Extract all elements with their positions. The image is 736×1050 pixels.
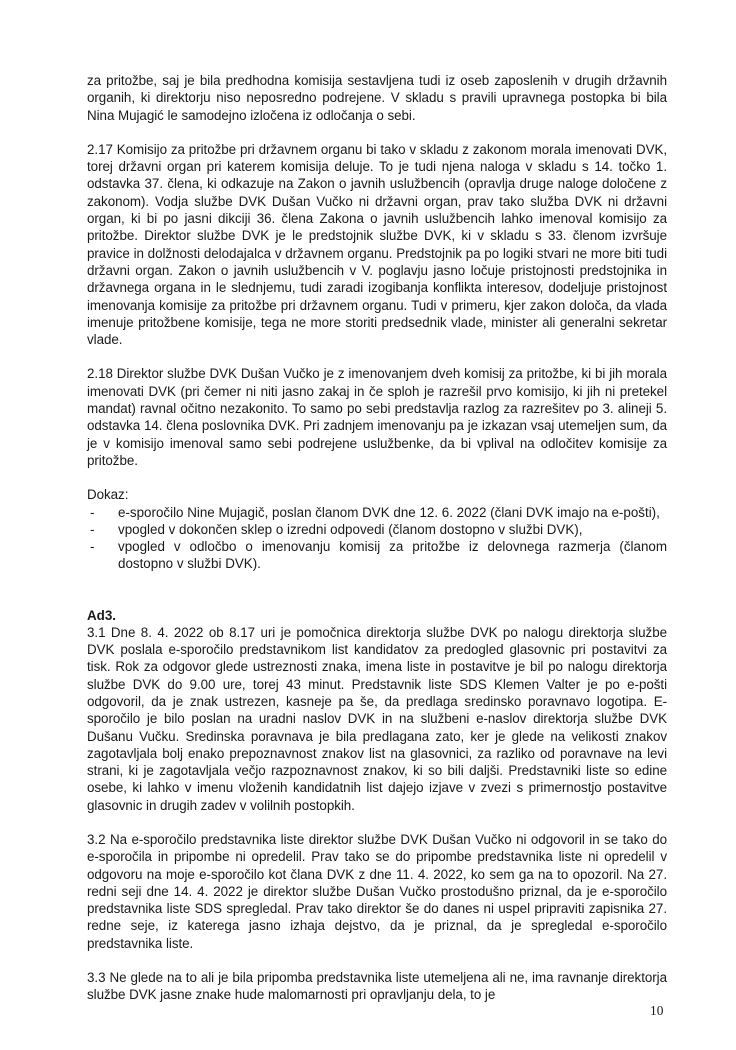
- evidence-heading: Dokaz:: [87, 487, 129, 503]
- list-dash: -: [90, 521, 95, 537]
- evidence-item: [90, 521, 667, 538]
- evidence-item: [90, 504, 667, 521]
- evidence-item-text: vpogled v odločbo o imenovanju komisij za pritožbe iz delovnega razmerja (članom dostopno v službi DVK).: [118, 539, 667, 572]
- evidence-list: [87, 504, 667, 573]
- evidence-item: [90, 538, 667, 573]
- list-dash: -: [90, 504, 95, 520]
- section-heading-ad3: Ad3.: [87, 607, 117, 623]
- paragraph-intro: za pritožbe, saj je bila predhodna komisija sestavljena tudi iz oseb zaposlenih v drugih državnih organih, ki direktorju niso neposredno podrejene. V skladu s pravili upravnega postopka bi bila Nina Mujagić le samodejno izločena iz odločanja o sebi.: [87, 73, 667, 123]
- paragraph-2-17: 2.17 Komisijo za pritožbe pri državnem organu bi tako v skladu z zakonom morala imenovati DVK, torej državni organ pri katerem komisija deluje. To je tudi njena naloga v skladu s 14. točko 1. odstavka 37. člena, ki odkazuje na Zakon o javnih uslužbencih (opravlja druge naloge določene z zakonom). Vodja službe DVK Dušan Vučko ni državni organ, prav tako služba DVK ni državni organ, ki bi po jasni dikciji 36. člena Zakona o javnih uslužbencih lahko imenoval komisijo za pritožbe. Direktor službe DVK je le predstojnik službe DVK, ki v skladu s 33. členom izvršuje pravice in dolžnosti delodajalca v državnem organu. Predstojnik pa po logiki stvari ne more biti tudi državni organ. Zakon o javnih uslužbencih v V. poglavju jasno ločuje pristojnosti predstojnika in državnega organa in le slednjemu, tudi zaradi izogibanja konflikta interesov, dodeljuje pristojnost imenovanja komisije za pritožbe pri državnem organu. Tudi v primeru, kjer zakon določa, da vlada imenuje pritožbene komisije, tega ne more storiti predsednik vlade, minister ali generalni sekretar vlade.: [87, 141, 667, 348]
- document-page: [87, 72, 667, 1004]
- paragraph-3-2: 3.2 Na e-sporočilo predstavnika liste direktor službe DVK Dušan Vučko ni odgovoril in se tako do e-sporočila in pripombe ni opredelil. Prav tako se do pripombe predstavnika liste ni opredelil v odgovoru na moje e-sporočilo kot člana DVK z dne 11. 4. 2022, ko sem ga na to opozoril. Na 27. redni seji dne 14. 4. 2022 je direktor službe Dušan Vučko prostodušno priznal, da je e-sporočilo predstavnika liste SDS spregledal. Prav tako direktor še do danes ni uspel pripraviti zapisnika 27. redne seje, iz katerega jasno izhaja dejstvo, da je priznal, da je spregledal e-sporočilo predstavnika liste.: [87, 831, 667, 951]
- paragraph-2-18: 2.18 Direktor službe DVK Dušan Vučko je z imenovanjem dveh komisij za pritožbe, ki bi jih morala imenovati DVK (pri čemer ni niti jasno zakaj in če sploh je razrešil prvo komisijo, ki jih ni pretekel mandat) ravnal očitno nezakonito. To samo po sebi predstavlja razlog za razrešitev po 3. alineji 5. odstavka 14. člena poslovnika DVK. Pri zadnjem imenovanju pa je izkazan vsaj utemeljen sum, da je v komisijo imenoval samo sebi podrejene uslužbenke, da bi vplival na odločitev komisije za pritožbe.: [87, 366, 667, 468]
- list-dash: -: [90, 539, 95, 555]
- page-number: 10: [650, 1003, 664, 1018]
- paragraph-3-3: 3.3 Ne glede na to ali je bila pripomba predstavnika liste utemeljena ali ne, ima ravnanje direktorja službe DVK jasne znake hude malomarnosti pri opravljanju dela, to je: [87, 970, 667, 1003]
- evidence-item-text: vpogled v dokončen sklep o izredni odpovedi (članom dostopno v službi DVK),: [118, 521, 583, 537]
- evidence-item-text: e-sporočilo Nine Mujagič, poslan članom DVK dne 12. 6. 2022 (člani DVK imajo na e-pošti),: [118, 504, 660, 520]
- paragraph-3-1: 3.1 Dne 8. 4. 2022 ob 8.17 uri je pomočnica direktorja službe DVK po nalogu direktorja službe DVK poslala e-sporočilo predstavnikom list kandidatov za predogled glasovnic pri postavitvi za tisk. Rok za odgovor glede ustreznosti znaka, imena liste in postavitve je bil po nalogu direktorja službe DVK do 9.00 ure, torej 43 minut. Predstavnik liste SDS Klemen Valter je po e-pošti odgovoril, da je znak ustrezen, kasneje pa še, da predlaga sredinsko poravnavo logotipa. E-sporočilo je bilo poslan na uradni naslov DVK in na službeni e-naslov direktorja službe DVK Dušanu Vučku. Sredinska poravnava je bila predlagana zato, ker je glede na velikosti znakov zagotavljala bolj enako prepoznavnost znakov list na glasovnici, za razliko od poravnave na levi strani, ki je zagotavljala večjo razpoznavnost znakov, ki so bili daljši. Predstavniki liste so edine osebe, ki lahko v imenu vloženih kandidatnih list dajejo izjave v zvezi s primernostjo postavitve glasovnic in drugih zadev v volilnih postopkih.: [87, 624, 667, 813]
